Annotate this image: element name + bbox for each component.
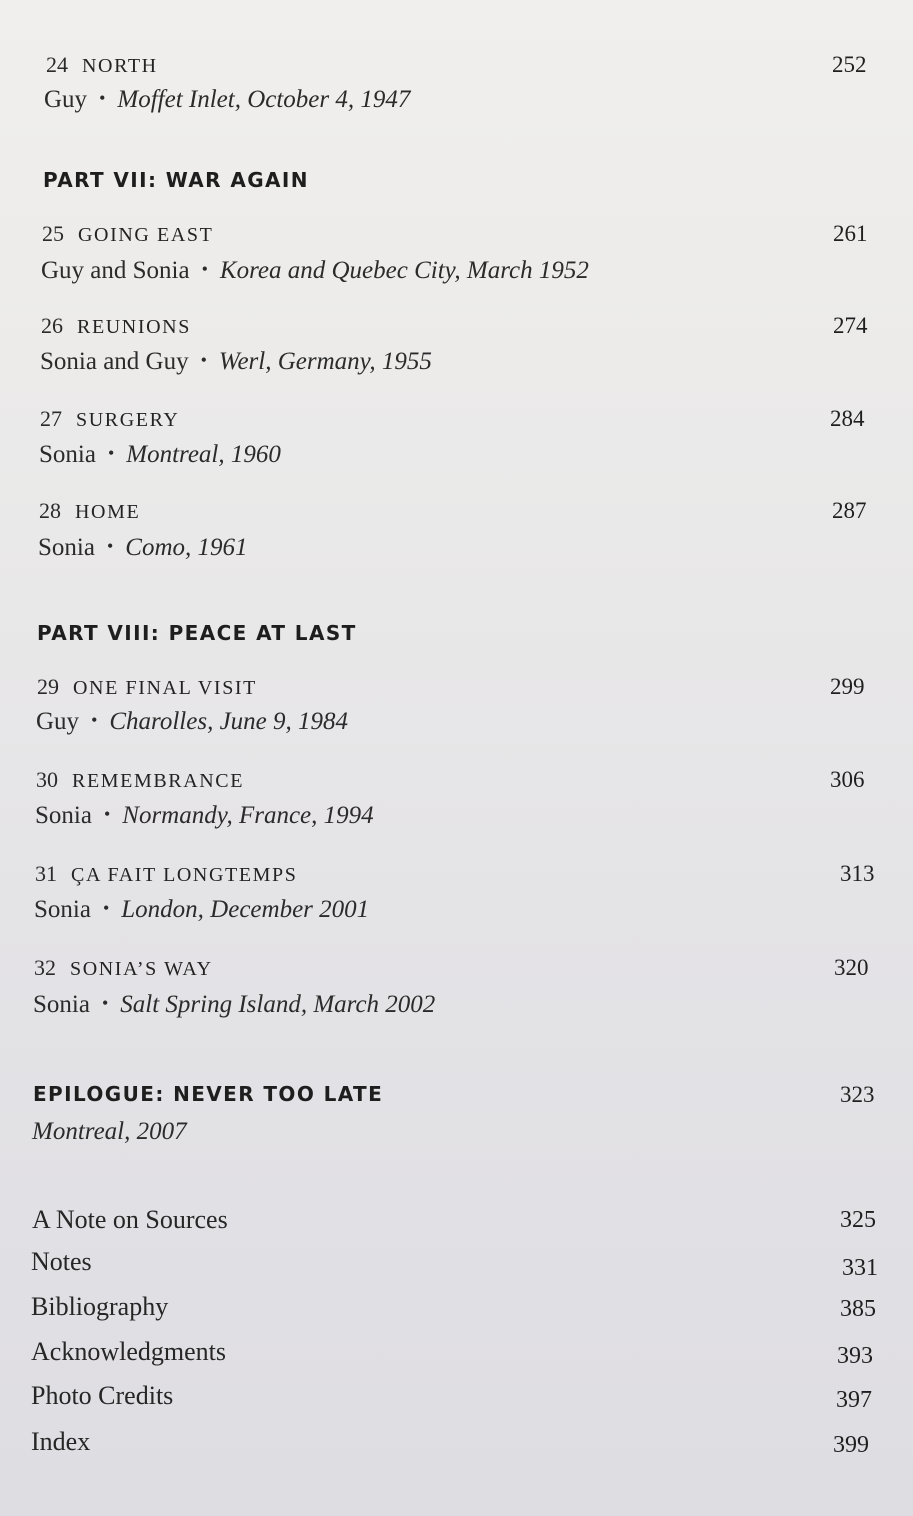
chapter-heading <box>41 313 191 339</box>
page-number: 385 <box>840 1296 876 1322</box>
chapter-number: 31 <box>35 861 57 886</box>
chapter-title: SONIA’S WAY <box>70 958 213 980</box>
chapter-subtitle <box>36 708 348 736</box>
chapter-heading <box>37 674 257 700</box>
narrator: Guy <box>36 708 80 735</box>
chapter-heading <box>35 861 298 887</box>
page-number: 274 <box>833 313 868 338</box>
chapter-title: NORTH <box>82 55 158 77</box>
bullet-separator: • <box>101 993 109 1013</box>
part-heading: PART VIII: PEACE AT LAST <box>37 621 357 645</box>
chapter-title: REMEMBRANCE <box>72 770 245 792</box>
page-number: 306 <box>830 767 865 792</box>
bullet-separator: • <box>91 710 98 730</box>
narrator: Sonia <box>33 991 90 1018</box>
narrator: Guy and Sonia <box>41 257 190 284</box>
back-matter-label: Acknowledgments <box>31 1337 226 1366</box>
page-number: 252 <box>832 52 867 77</box>
page-number: 284 <box>830 406 865 431</box>
page-number: 325 <box>840 1207 876 1233</box>
back-matter-label: Notes <box>31 1247 92 1276</box>
page-number: 393 <box>837 1343 873 1369</box>
back-matter-label: Photo Credits <box>31 1381 174 1410</box>
page-number: 261 <box>833 221 868 246</box>
epilogue-title: EPILOGUE: NEVER TOO LATE <box>33 1082 384 1106</box>
page-number: 287 <box>832 498 867 523</box>
bullet-separator: • <box>103 804 111 824</box>
chapter-heading <box>34 955 213 981</box>
page-number: 313 <box>840 861 875 886</box>
chapter-title: HOME <box>75 501 141 523</box>
place-date: Moffet Inlet, October 4, 1947 <box>117 86 411 113</box>
page-number: 299 <box>830 674 865 699</box>
page-number: 397 <box>836 1387 872 1413</box>
page-number: 399 <box>833 1432 869 1458</box>
bullet-separator: • <box>102 898 110 918</box>
place-date: Montreal, 2007 <box>32 1118 187 1145</box>
chapter-number: 26 <box>41 313 63 338</box>
chapter-heading <box>42 221 213 247</box>
place-date: Montreal, 1960 <box>126 441 281 468</box>
chapter-subtitle <box>35 802 374 830</box>
place-date: Charolles, June 9, 1984 <box>109 708 349 735</box>
chapter-subtitle <box>34 896 369 924</box>
narrator: Sonia <box>39 441 96 468</box>
chapter-subtitle <box>41 257 589 285</box>
chapter-title: ÇA FAIT LONGTEMPS <box>71 864 298 886</box>
narrator: Guy <box>44 86 88 113</box>
place-date: Salt Spring Island, March 2002 <box>120 991 436 1018</box>
page-number: 323 <box>840 1082 875 1107</box>
bullet-separator: • <box>201 259 208 279</box>
narrator: Sonia <box>34 896 91 923</box>
page-number: 320 <box>834 955 869 980</box>
chapter-heading <box>46 52 158 78</box>
place-date: Normandy, France, 1994 <box>122 802 374 829</box>
chapter-heading <box>36 767 244 793</box>
chapter-title: ONE FINAL VISIT <box>73 677 257 699</box>
chapter-title: REUNIONS <box>77 316 191 338</box>
chapter-subtitle <box>38 534 248 562</box>
chapter-title: GOING EAST <box>78 224 214 246</box>
place-date: London, December 2001 <box>121 896 370 923</box>
chapter-subtitle <box>33 991 435 1019</box>
back-matter-label: A Note on Sources <box>32 1205 228 1234</box>
part-heading: PART VII: WAR AGAIN <box>43 168 309 192</box>
chapter-subtitle <box>32 1118 187 1146</box>
chapter-number: 30 <box>36 767 58 792</box>
chapter-number: 24 <box>46 52 68 77</box>
bullet-separator: • <box>99 88 106 108</box>
chapter-number: 29 <box>37 674 59 699</box>
back-matter-label: Index <box>31 1427 91 1456</box>
bullet-separator: • <box>106 536 114 556</box>
chapter-number: 25 <box>42 221 64 246</box>
bullet-separator: • <box>107 443 115 463</box>
chapter-title: SURGERY <box>76 409 180 431</box>
chapter-number: 32 <box>34 955 56 980</box>
place-date: Como, 1961 <box>125 534 248 561</box>
chapter-subtitle <box>39 441 281 469</box>
chapter-heading <box>39 498 140 524</box>
chapter-subtitle <box>44 86 410 114</box>
bullet-separator: • <box>200 350 207 370</box>
narrator: Sonia <box>35 802 92 829</box>
chapter-heading <box>40 406 179 432</box>
place-date: Werl, Germany, 1955 <box>218 348 432 375</box>
place-date: Korea and Quebec City, March 1952 <box>219 257 589 284</box>
back-matter-label: Bibliography <box>31 1292 169 1321</box>
chapter-number: 27 <box>40 406 62 431</box>
chapter-subtitle <box>40 348 432 376</box>
page-number: 331 <box>842 1255 878 1281</box>
chapter-number: 28 <box>39 498 61 523</box>
narrator: Sonia and Guy <box>40 348 189 375</box>
narrator: Sonia <box>38 534 95 561</box>
